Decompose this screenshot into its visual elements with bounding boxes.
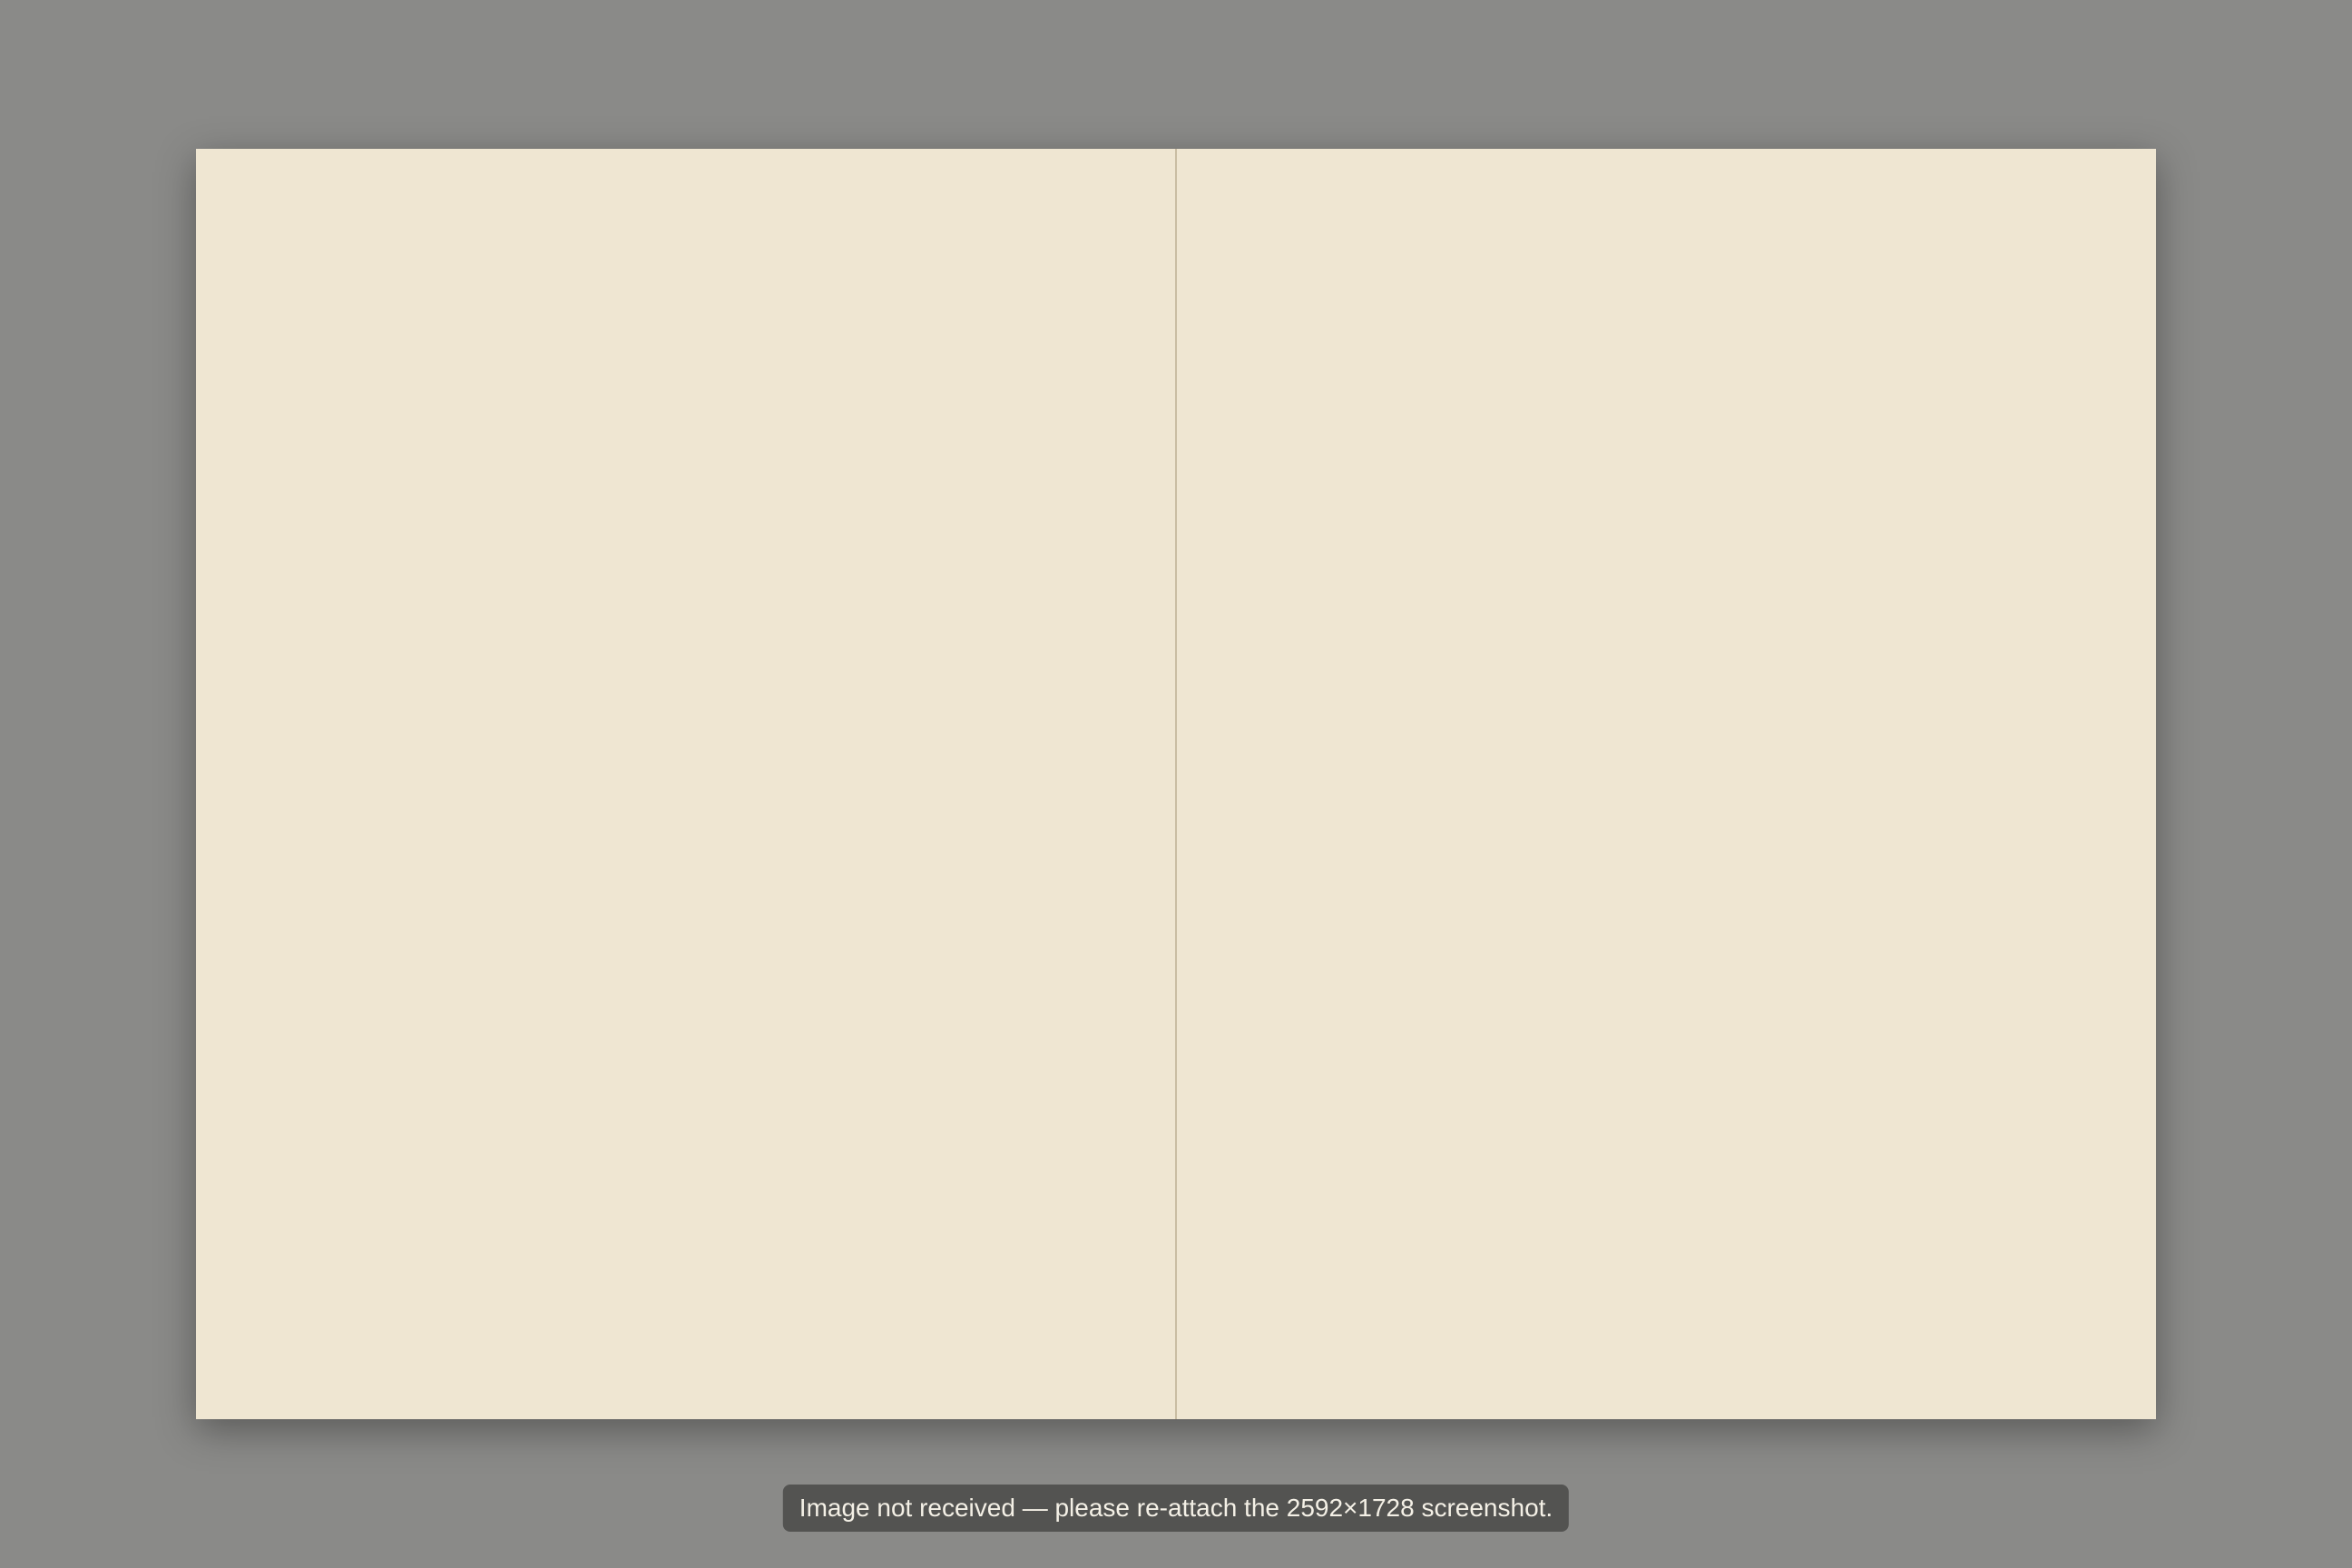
open-book	[196, 149, 2156, 1419]
missing-image-note: Image not received — please re-attach the 2592×1728 screenshot.	[783, 1485, 1569, 1532]
right-page	[1177, 149, 2156, 1419]
left-page	[196, 149, 1177, 1419]
